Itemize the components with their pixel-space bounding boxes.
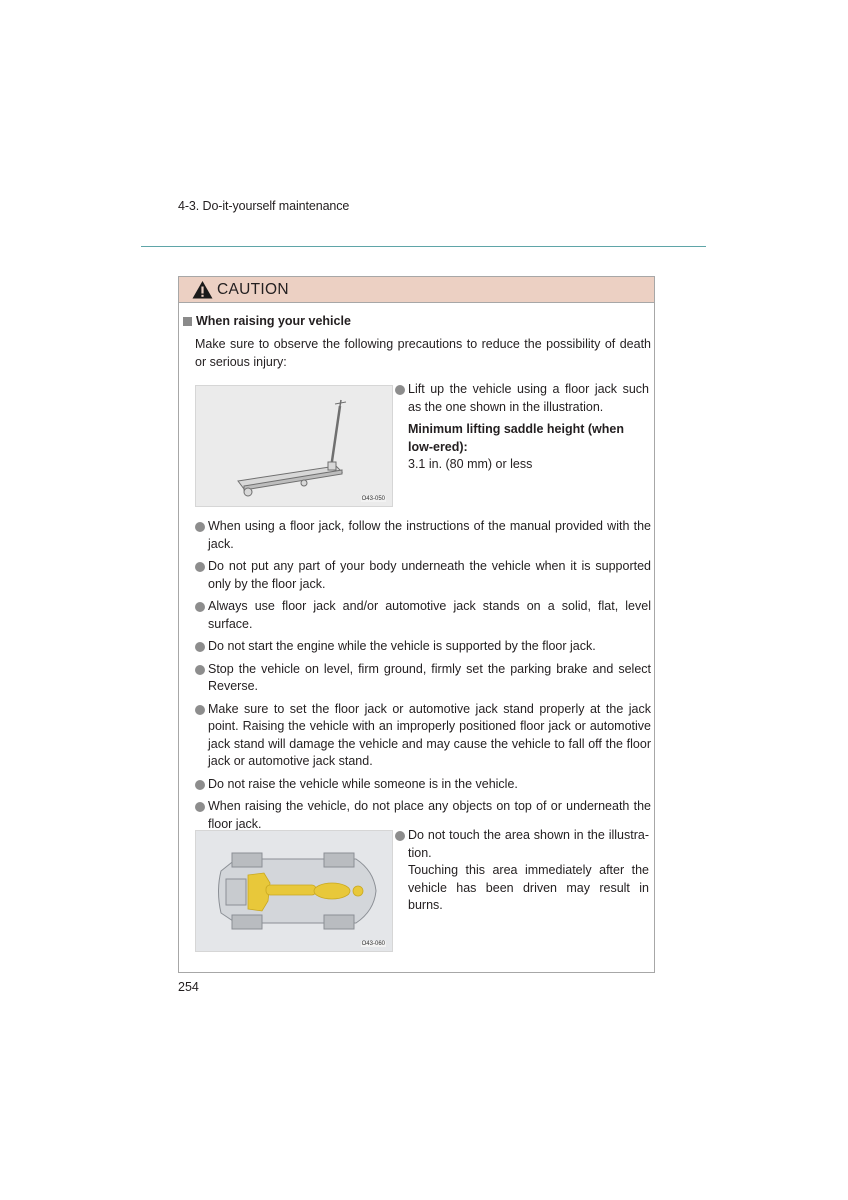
list-item [195, 776, 651, 794]
subheading-text: When raising your vehicle [196, 314, 351, 328]
list-item [195, 701, 651, 771]
list-item-text: Do not put any part of your body underneath the vehicle when it is supported only by the floor jack. [208, 559, 651, 591]
bullet-dot-icon [195, 642, 205, 652]
bullet-text: Lift up the vehicle using a floor jack such as the one shown in the illustration. [408, 382, 649, 414]
list-item [195, 558, 651, 593]
spec-value: 3.1 in. (80 mm) or less [408, 457, 533, 471]
list-item [195, 598, 651, 633]
list-item-text: Do not start the engine while the vehicle is supported by the floor jack. [208, 639, 596, 653]
floor-jack-illustration [195, 385, 393, 507]
intro-text: Make sure to observe the following precautions to reduce the possibility of death or serious injury: [195, 337, 651, 369]
precaution-list [195, 518, 651, 838]
jack-side-text [395, 381, 649, 474]
square-bullet-icon [183, 317, 192, 326]
bullet-text: Do not touch the area shown in the illustra-tion. [408, 828, 649, 860]
header-divider [141, 246, 706, 247]
list-item [195, 638, 651, 656]
list-item [195, 518, 651, 553]
burn-note: Touching this area immediately after the vehicle has been driven may result in burns. [408, 863, 649, 912]
subheading [183, 314, 351, 328]
caution-bar [179, 277, 654, 303]
list-item-text: Make sure to set the floor jack or automotive jack stand properly at the jack point. Raising the vehicle with an improperly positioned floor jack or automotive jack stand will damage the vehicle and may cause the vehicle to fall off the floor jack or automotive jack stand. [208, 701, 651, 768]
underbody-illustration [195, 830, 393, 952]
caution-label: CAUTION [217, 280, 289, 298]
list-item-text: When raising the vehicle, do not place any objects on top of or underneath the floor jack. [208, 799, 651, 831]
bullet-dot-icon [395, 831, 405, 841]
bullet-dot-icon [195, 705, 205, 715]
list-item-text: Stop the vehicle on level, firm ground, firmly set the parking brake and select Reverse. [208, 661, 651, 693]
vehicle-underbody-icon [196, 831, 392, 951]
list-item [195, 661, 651, 696]
illustration-code: O43-050 [361, 496, 385, 502]
page-number: 254 [178, 980, 199, 994]
bullet-dot-icon [195, 522, 205, 532]
section-header: 4-3. Do-it-yourself maintenance [178, 199, 350, 213]
bullet-dot-icon [195, 562, 205, 572]
list-item-text: When using a floor jack, follow the instructions of the manual provided with the jack. [208, 519, 651, 551]
warning-triangle-icon [192, 280, 213, 299]
bullet-dot-icon [195, 665, 205, 675]
underbody-side-text [395, 827, 649, 915]
spec-label: Minimum lifting saddle height (when low-ered): [408, 422, 624, 454]
bullet-dot-icon [195, 802, 205, 812]
floor-jack-icon [196, 386, 392, 506]
bullet-item [395, 827, 649, 862]
bullet-dot-icon [395, 385, 405, 395]
illustration-code: O43-060 [361, 941, 385, 947]
bullet-dot-icon [195, 602, 205, 612]
list-item-text: Do not raise the vehicle while someone is in the vehicle. [208, 776, 518, 791]
bullet-dot-icon [195, 780, 205, 790]
bullet-item [395, 381, 649, 416]
list-item-text: Always use floor jack and/or automotive jack stands on a solid, flat, level surface. [208, 599, 651, 631]
caution-box [178, 276, 655, 973]
